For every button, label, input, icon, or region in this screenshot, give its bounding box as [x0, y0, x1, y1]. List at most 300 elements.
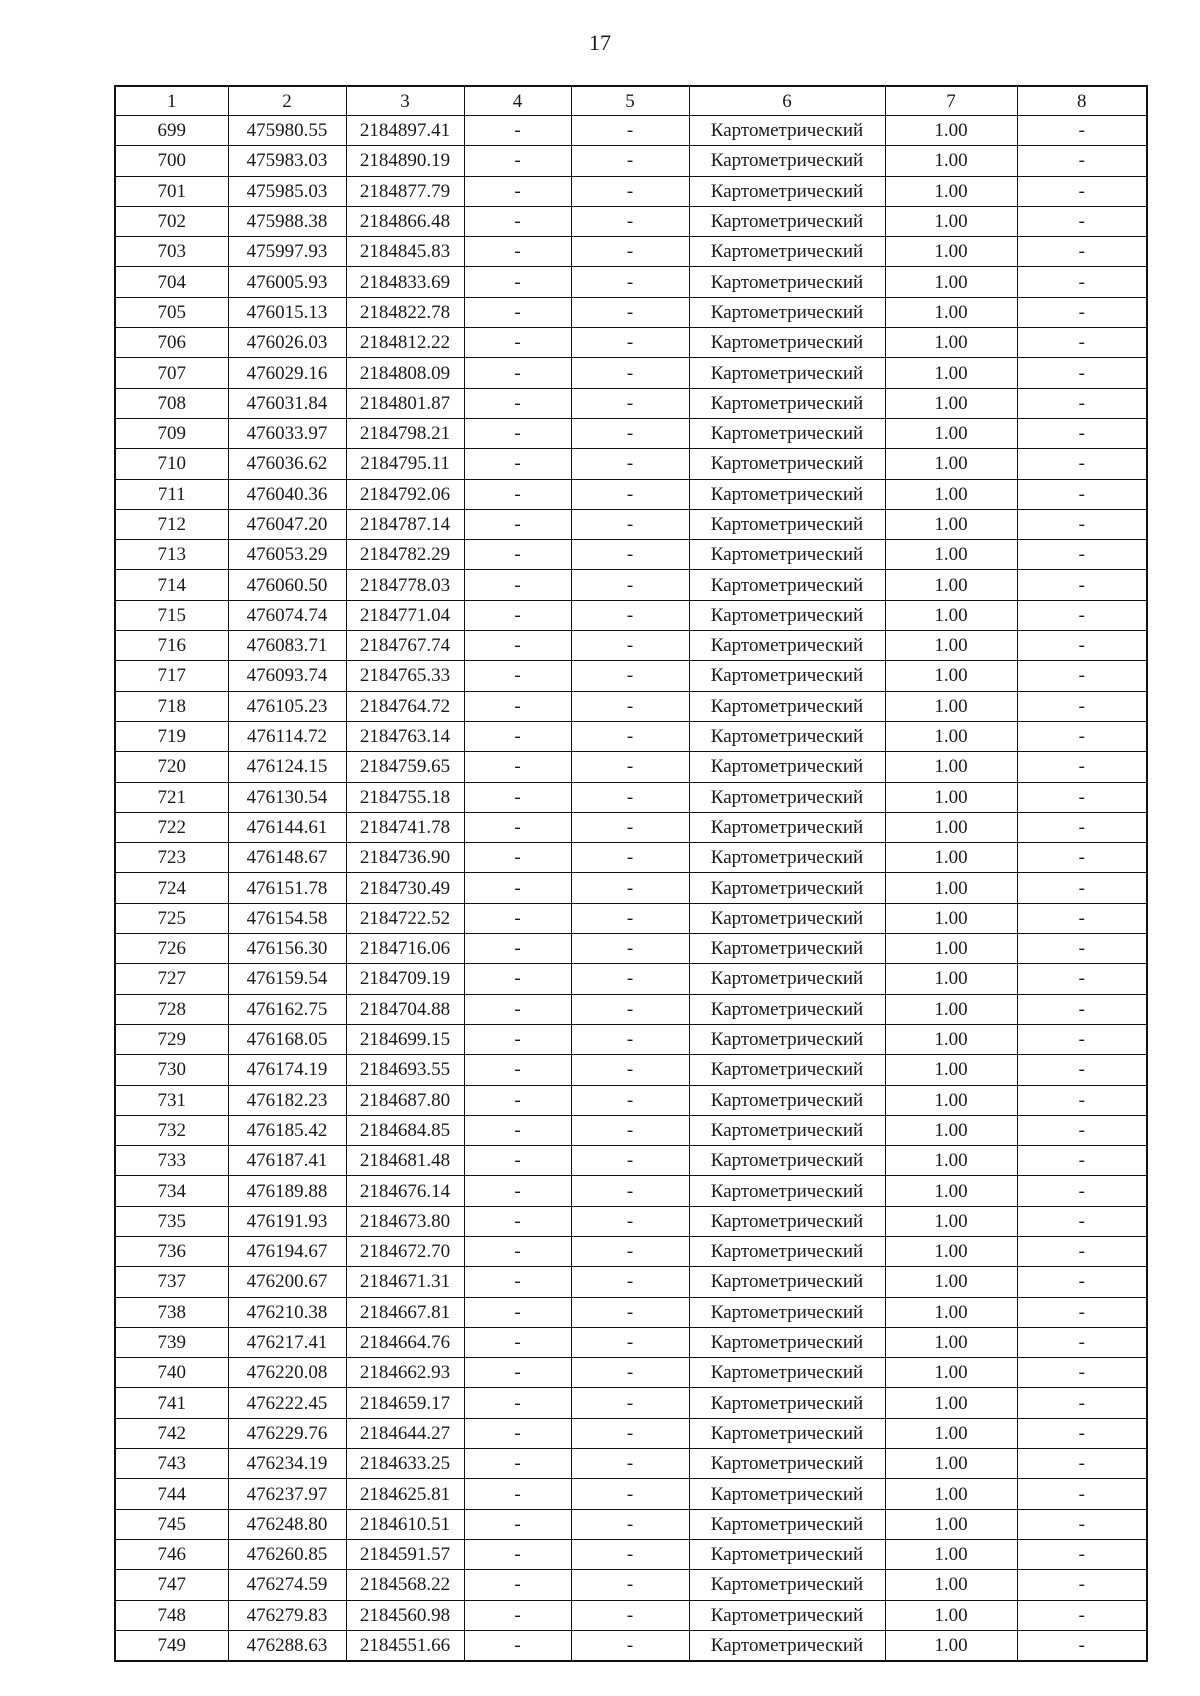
- accuracy-cell: 1.00: [885, 388, 1017, 418]
- x-coordinate-cell: 476060.50: [228, 570, 346, 600]
- y-coordinate-cell: 2184709.19: [346, 964, 464, 994]
- method-cell: Картометрический: [689, 1297, 885, 1327]
- col4-cell: -: [464, 1115, 571, 1145]
- accuracy-cell: 1.00: [885, 903, 1017, 933]
- col8-cell: -: [1017, 1388, 1147, 1418]
- col8-cell: -: [1017, 1055, 1147, 1085]
- col4-cell: -: [464, 1176, 571, 1206]
- col5-cell: -: [571, 1146, 689, 1176]
- col4-cell: -: [464, 1055, 571, 1085]
- point-number-cell: 729: [115, 1024, 228, 1054]
- table-row: [115, 1327, 1147, 1357]
- accuracy-cell: 1.00: [885, 600, 1017, 630]
- method-cell: Картометрический: [689, 267, 885, 297]
- method-cell: Картометрический: [689, 540, 885, 570]
- table-row: [115, 449, 1147, 479]
- accuracy-cell: 1.00: [885, 146, 1017, 176]
- col8-cell: -: [1017, 1539, 1147, 1569]
- col4-cell: -: [464, 1418, 571, 1448]
- accuracy-cell: 1.00: [885, 358, 1017, 388]
- col4-cell: -: [464, 934, 571, 964]
- method-cell: Картометрический: [689, 509, 885, 539]
- col4-cell: -: [464, 388, 571, 418]
- col5-cell: -: [571, 267, 689, 297]
- y-coordinate-cell: 2184633.25: [346, 1449, 464, 1479]
- table-row: [115, 358, 1147, 388]
- col8-cell: -: [1017, 1570, 1147, 1600]
- col4-cell: -: [464, 1024, 571, 1054]
- y-coordinate-cell: 2184681.48: [346, 1146, 464, 1176]
- point-number-cell: 726: [115, 934, 228, 964]
- col5-cell: -: [571, 1418, 689, 1448]
- x-coordinate-cell: 476015.13: [228, 297, 346, 327]
- method-cell: Картометрический: [689, 328, 885, 358]
- col5-cell: -: [571, 1024, 689, 1054]
- col8-cell: -: [1017, 540, 1147, 570]
- table-row: [115, 600, 1147, 630]
- table-row: [115, 1297, 1147, 1327]
- col4-cell: -: [464, 116, 571, 146]
- x-coordinate-cell: 476220.08: [228, 1358, 346, 1388]
- point-number-cell: 709: [115, 418, 228, 448]
- method-cell: Картометрический: [689, 994, 885, 1024]
- col8-cell: -: [1017, 782, 1147, 812]
- accuracy-cell: 1.00: [885, 752, 1017, 782]
- accuracy-cell: 1.00: [885, 267, 1017, 297]
- x-coordinate-cell: 476210.38: [228, 1297, 346, 1327]
- accuracy-cell: 1.00: [885, 1600, 1017, 1630]
- x-coordinate-cell: 476033.97: [228, 418, 346, 448]
- y-coordinate-cell: 2184676.14: [346, 1176, 464, 1206]
- col5-cell: -: [571, 721, 689, 751]
- col4-cell: -: [464, 1600, 571, 1630]
- table-row: [115, 873, 1147, 903]
- col4-cell: -: [464, 661, 571, 691]
- table-row: [115, 176, 1147, 206]
- col8-cell: -: [1017, 570, 1147, 600]
- y-coordinate-cell: 2184610.51: [346, 1509, 464, 1539]
- col8-cell: -: [1017, 206, 1147, 236]
- method-cell: Картометрический: [689, 812, 885, 842]
- method-cell: Картометрический: [689, 631, 885, 661]
- col5-cell: -: [571, 540, 689, 570]
- method-cell: Картометрический: [689, 479, 885, 509]
- col5-cell: -: [571, 661, 689, 691]
- accuracy-cell: 1.00: [885, 449, 1017, 479]
- table-row: [115, 691, 1147, 721]
- col5-cell: -: [571, 964, 689, 994]
- table-row: [115, 661, 1147, 691]
- method-cell: Картометрический: [689, 358, 885, 388]
- accuracy-cell: 1.00: [885, 812, 1017, 842]
- col4-cell: -: [464, 540, 571, 570]
- accuracy-cell: 1.00: [885, 479, 1017, 509]
- accuracy-cell: 1.00: [885, 1479, 1017, 1509]
- method-cell: Картометрический: [689, 934, 885, 964]
- col5-cell: -: [571, 1479, 689, 1509]
- method-cell: Картометрический: [689, 903, 885, 933]
- accuracy-cell: 1.00: [885, 873, 1017, 903]
- x-coordinate-cell: 475980.55: [228, 116, 346, 146]
- col4-cell: -: [464, 721, 571, 751]
- point-number-cell: 746: [115, 1539, 228, 1569]
- col8-cell: -: [1017, 1024, 1147, 1054]
- table-row: [115, 1630, 1147, 1661]
- col4-cell: -: [464, 1146, 571, 1176]
- column-header-7: 7: [885, 86, 1017, 116]
- point-number-cell: 721: [115, 782, 228, 812]
- col5-cell: -: [571, 116, 689, 146]
- col5-cell: -: [571, 903, 689, 933]
- y-coordinate-cell: 2184687.80: [346, 1085, 464, 1115]
- x-coordinate-cell: 476130.54: [228, 782, 346, 812]
- x-coordinate-cell: 476288.63: [228, 1630, 346, 1661]
- y-coordinate-cell: 2184671.31: [346, 1267, 464, 1297]
- table-row: [115, 297, 1147, 327]
- table-row: [115, 903, 1147, 933]
- col4-cell: -: [464, 631, 571, 661]
- col8-cell: -: [1017, 1085, 1147, 1115]
- accuracy-cell: 1.00: [885, 1630, 1017, 1661]
- col4-cell: -: [464, 479, 571, 509]
- col5-cell: -: [571, 1630, 689, 1661]
- col8-cell: -: [1017, 1236, 1147, 1266]
- method-cell: Картометрический: [689, 1509, 885, 1539]
- y-coordinate-cell: 2184644.27: [346, 1418, 464, 1448]
- column-header-5: 5: [571, 86, 689, 116]
- point-number-cell: 707: [115, 358, 228, 388]
- point-number-cell: 737: [115, 1267, 228, 1297]
- accuracy-cell: 1.00: [885, 661, 1017, 691]
- col4-cell: -: [464, 1449, 571, 1479]
- col4-cell: -: [464, 358, 571, 388]
- col8-cell: -: [1017, 1146, 1147, 1176]
- col4-cell: -: [464, 267, 571, 297]
- method-cell: Картометрический: [689, 1236, 885, 1266]
- col8-cell: -: [1017, 964, 1147, 994]
- col8-cell: -: [1017, 691, 1147, 721]
- col8-cell: -: [1017, 1327, 1147, 1357]
- col4-cell: -: [464, 600, 571, 630]
- accuracy-cell: 1.00: [885, 691, 1017, 721]
- method-cell: Картометрический: [689, 237, 885, 267]
- point-number-cell: 725: [115, 903, 228, 933]
- col8-cell: -: [1017, 1206, 1147, 1236]
- col5-cell: -: [571, 873, 689, 903]
- accuracy-cell: 1.00: [885, 843, 1017, 873]
- method-cell: Картометрический: [689, 570, 885, 600]
- table-row: [115, 1479, 1147, 1509]
- accuracy-cell: 1.00: [885, 631, 1017, 661]
- y-coordinate-cell: 2184699.15: [346, 1024, 464, 1054]
- accuracy-cell: 1.00: [885, 1055, 1017, 1085]
- method-cell: Картометрический: [689, 1146, 885, 1176]
- method-cell: Картометрический: [689, 1206, 885, 1236]
- accuracy-cell: 1.00: [885, 782, 1017, 812]
- x-coordinate-cell: 476189.88: [228, 1176, 346, 1206]
- accuracy-cell: 1.00: [885, 1418, 1017, 1448]
- column-header-6: 6: [689, 86, 885, 116]
- table-row: [115, 994, 1147, 1024]
- x-coordinate-cell: 476229.76: [228, 1418, 346, 1448]
- col4-cell: -: [464, 1479, 571, 1509]
- table-row: [115, 782, 1147, 812]
- table-row: [115, 1418, 1147, 1448]
- col8-cell: -: [1017, 843, 1147, 873]
- col4-cell: -: [464, 146, 571, 176]
- col8-cell: -: [1017, 267, 1147, 297]
- col8-cell: -: [1017, 1358, 1147, 1388]
- point-number-cell: 719: [115, 721, 228, 751]
- y-coordinate-cell: 2184568.22: [346, 1570, 464, 1600]
- accuracy-cell: 1.00: [885, 176, 1017, 206]
- accuracy-cell: 1.00: [885, 1358, 1017, 1388]
- point-number-cell: 742: [115, 1418, 228, 1448]
- point-number-cell: 734: [115, 1176, 228, 1206]
- y-coordinate-cell: 2184704.88: [346, 994, 464, 1024]
- method-cell: Картометрический: [689, 449, 885, 479]
- x-coordinate-cell: 476105.23: [228, 691, 346, 721]
- method-cell: Картометрический: [689, 1570, 885, 1600]
- col4-cell: -: [464, 570, 571, 600]
- col5-cell: -: [571, 631, 689, 661]
- col5-cell: -: [571, 449, 689, 479]
- point-number-cell: 731: [115, 1085, 228, 1115]
- col5-cell: -: [571, 1297, 689, 1327]
- method-cell: Картометрический: [689, 1115, 885, 1145]
- y-coordinate-cell: 2184730.49: [346, 873, 464, 903]
- col5-cell: -: [571, 479, 689, 509]
- col4-cell: -: [464, 1630, 571, 1661]
- method-cell: Картометрический: [689, 843, 885, 873]
- y-coordinate-cell: 2184736.90: [346, 843, 464, 873]
- col4-cell: -: [464, 328, 571, 358]
- accuracy-cell: 1.00: [885, 1449, 1017, 1479]
- method-cell: Картометрический: [689, 1479, 885, 1509]
- y-coordinate-cell: 2184767.74: [346, 631, 464, 661]
- page-number: 17: [589, 30, 611, 55]
- col5-cell: -: [571, 1327, 689, 1357]
- table-row: [115, 570, 1147, 600]
- x-coordinate-cell: 476148.67: [228, 843, 346, 873]
- x-coordinate-cell: 476185.42: [228, 1115, 346, 1145]
- y-coordinate-cell: 2184812.22: [346, 328, 464, 358]
- method-cell: Картометрический: [689, 600, 885, 630]
- method-cell: Картометрический: [689, 661, 885, 691]
- x-coordinate-cell: 476151.78: [228, 873, 346, 903]
- table-row: [115, 1509, 1147, 1539]
- table-row: [115, 1570, 1147, 1600]
- x-coordinate-cell: 476217.41: [228, 1327, 346, 1357]
- method-cell: Картометрический: [689, 1085, 885, 1115]
- accuracy-cell: 1.00: [885, 1570, 1017, 1600]
- method-cell: Картометрический: [689, 1600, 885, 1630]
- accuracy-cell: 1.00: [885, 1206, 1017, 1236]
- x-coordinate-cell: 476154.58: [228, 903, 346, 933]
- method-cell: Картометрический: [689, 1176, 885, 1206]
- table-row: [115, 1449, 1147, 1479]
- table-row: [115, 1267, 1147, 1297]
- point-number-cell: 727: [115, 964, 228, 994]
- col5-cell: -: [571, 752, 689, 782]
- col5-cell: -: [571, 328, 689, 358]
- x-coordinate-cell: 475985.03: [228, 176, 346, 206]
- point-number-cell: 715: [115, 600, 228, 630]
- x-coordinate-cell: 475997.93: [228, 237, 346, 267]
- col4-cell: -: [464, 994, 571, 1024]
- col8-cell: -: [1017, 449, 1147, 479]
- x-coordinate-cell: 476174.19: [228, 1055, 346, 1085]
- point-number-cell: 712: [115, 509, 228, 539]
- col5-cell: -: [571, 1600, 689, 1630]
- point-number-cell: 730: [115, 1055, 228, 1085]
- y-coordinate-cell: 2184560.98: [346, 1600, 464, 1630]
- method-cell: Картометрический: [689, 1539, 885, 1569]
- accuracy-cell: 1.00: [885, 1388, 1017, 1418]
- x-coordinate-cell: 476194.67: [228, 1236, 346, 1266]
- point-number-cell: 733: [115, 1146, 228, 1176]
- x-coordinate-cell: 476026.03: [228, 328, 346, 358]
- col8-cell: -: [1017, 1449, 1147, 1479]
- accuracy-cell: 1.00: [885, 1267, 1017, 1297]
- col8-cell: -: [1017, 1418, 1147, 1448]
- col4-cell: -: [464, 873, 571, 903]
- y-coordinate-cell: 2184759.65: [346, 752, 464, 782]
- accuracy-cell: 1.00: [885, 964, 1017, 994]
- method-cell: Картометрический: [689, 1327, 885, 1357]
- method-cell: Картометрический: [689, 388, 885, 418]
- point-number-cell: 740: [115, 1358, 228, 1388]
- table-row: [115, 418, 1147, 448]
- x-coordinate-cell: 476144.61: [228, 812, 346, 842]
- accuracy-cell: 1.00: [885, 509, 1017, 539]
- col4-cell: -: [464, 752, 571, 782]
- column-header-1: 1: [115, 86, 228, 116]
- col8-cell: -: [1017, 1176, 1147, 1206]
- table-row: [115, 1358, 1147, 1388]
- x-coordinate-cell: 476074.74: [228, 600, 346, 630]
- x-coordinate-cell: 476156.30: [228, 934, 346, 964]
- x-coordinate-cell: 476274.59: [228, 1570, 346, 1600]
- table-row: [115, 1146, 1147, 1176]
- method-cell: Картометрический: [689, 1267, 885, 1297]
- table-row: [115, 1085, 1147, 1115]
- point-number-cell: 700: [115, 146, 228, 176]
- col5-cell: -: [571, 934, 689, 964]
- x-coordinate-cell: 476162.75: [228, 994, 346, 1024]
- table-row: [115, 1176, 1147, 1206]
- table-row: [115, 934, 1147, 964]
- col4-cell: -: [464, 509, 571, 539]
- col8-cell: -: [1017, 812, 1147, 842]
- method-cell: Картометрический: [689, 116, 885, 146]
- point-number-cell: 704: [115, 267, 228, 297]
- table-row: [115, 267, 1147, 297]
- col4-cell: -: [464, 903, 571, 933]
- accuracy-cell: 1.00: [885, 934, 1017, 964]
- y-coordinate-cell: 2184765.33: [346, 661, 464, 691]
- col4-cell: -: [464, 449, 571, 479]
- y-coordinate-cell: 2184672.70: [346, 1236, 464, 1266]
- table-row: [115, 479, 1147, 509]
- y-coordinate-cell: 2184667.81: [346, 1297, 464, 1327]
- col8-cell: -: [1017, 176, 1147, 206]
- point-number-cell: 706: [115, 328, 228, 358]
- table-row: [115, 540, 1147, 570]
- point-number-cell: 724: [115, 873, 228, 903]
- col8-cell: -: [1017, 418, 1147, 448]
- x-coordinate-cell: 476053.29: [228, 540, 346, 570]
- x-coordinate-cell: 476159.54: [228, 964, 346, 994]
- x-coordinate-cell: 475983.03: [228, 146, 346, 176]
- col8-cell: -: [1017, 1509, 1147, 1539]
- point-number-cell: 739: [115, 1327, 228, 1357]
- col8-cell: -: [1017, 631, 1147, 661]
- col8-cell: -: [1017, 661, 1147, 691]
- point-number-cell: 699: [115, 116, 228, 146]
- method-cell: Картометрический: [689, 1024, 885, 1054]
- col5-cell: -: [571, 1570, 689, 1600]
- point-number-cell: 744: [115, 1479, 228, 1509]
- col5-cell: -: [571, 1358, 689, 1388]
- col8-cell: -: [1017, 116, 1147, 146]
- method-cell: Картометрический: [689, 176, 885, 206]
- col5-cell: -: [571, 1206, 689, 1236]
- col8-cell: -: [1017, 358, 1147, 388]
- col4-cell: -: [464, 1539, 571, 1569]
- table-row: [115, 1236, 1147, 1266]
- table-row: [115, 1388, 1147, 1418]
- y-coordinate-cell: 2184808.09: [346, 358, 464, 388]
- table-row: [115, 812, 1147, 842]
- point-number-cell: 749: [115, 1630, 228, 1661]
- col8-cell: -: [1017, 146, 1147, 176]
- table-row: [115, 206, 1147, 236]
- table-row: [115, 1024, 1147, 1054]
- col5-cell: -: [571, 388, 689, 418]
- point-number-cell: 711: [115, 479, 228, 509]
- y-coordinate-cell: 2184755.18: [346, 782, 464, 812]
- table-row: [115, 328, 1147, 358]
- column-header-3: 3: [346, 86, 464, 116]
- point-number-cell: 723: [115, 843, 228, 873]
- method-cell: Картометрический: [689, 418, 885, 448]
- table-row: [115, 388, 1147, 418]
- point-number-cell: 728: [115, 994, 228, 1024]
- accuracy-cell: 1.00: [885, 418, 1017, 448]
- col5-cell: -: [571, 1115, 689, 1145]
- accuracy-cell: 1.00: [885, 1115, 1017, 1145]
- col4-cell: -: [464, 237, 571, 267]
- accuracy-cell: 1.00: [885, 297, 1017, 327]
- method-cell: Картометрический: [689, 146, 885, 176]
- col8-cell: -: [1017, 328, 1147, 358]
- accuracy-cell: 1.00: [885, 1146, 1017, 1176]
- col8-cell: -: [1017, 1630, 1147, 1661]
- column-header-4: 4: [464, 86, 571, 116]
- x-coordinate-cell: 475988.38: [228, 206, 346, 236]
- col4-cell: -: [464, 418, 571, 448]
- point-number-cell: 717: [115, 661, 228, 691]
- y-coordinate-cell: 2184684.85: [346, 1115, 464, 1145]
- point-number-cell: 708: [115, 388, 228, 418]
- col5-cell: -: [571, 297, 689, 327]
- col4-cell: -: [464, 1206, 571, 1236]
- point-number-cell: 714: [115, 570, 228, 600]
- point-number-cell: 732: [115, 1115, 228, 1145]
- method-cell: Картометрический: [689, 873, 885, 903]
- col4-cell: -: [464, 176, 571, 206]
